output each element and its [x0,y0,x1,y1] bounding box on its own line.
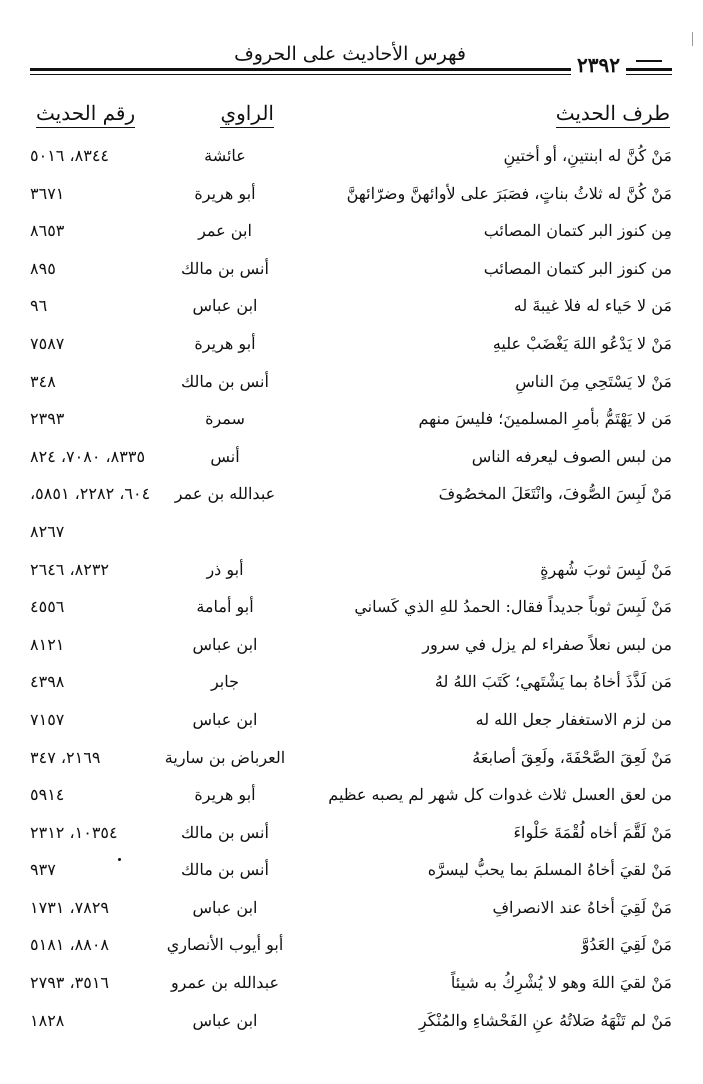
hadith-text: مَن لا حَياء له فلا غيبةَ له [513,296,672,316]
hadith-number: ٩٣٧ [30,860,56,880]
hadith-text: مَنْ لم تَنْهَهُ صَلاتُهُ عنِ الفَحْشاءِ والمُنْكَرِ [418,1010,672,1030]
narrator: سمرة [205,409,245,429]
hadith-text: مَنْ لا يَسْتَحِي مِنَ الناسِ [515,371,672,391]
hadith-text: من كنوز البر كتمان المصائب [483,258,672,278]
hadith-text: مَنْ كُنَّ له ابنتينِ، أو أختينِ [503,146,672,165]
narrator: عبدالله بن عمرو [170,973,280,993]
table-row [30,852,672,890]
hadith-number: ٨٩٥ [30,258,56,278]
margin-mark [692,32,693,46]
hadith-number: ٩٦ [30,296,48,316]
table-row [30,552,672,590]
table-row [30,326,672,364]
page-number-dash [636,60,662,62]
table-row [30,927,672,965]
narrator: أنس بن مالك [181,258,269,278]
table-row [30,965,672,1003]
table-row [30,777,672,815]
header-narrator: الراوي [220,100,274,128]
hadith-text: مَنْ لَقِيَ العَدُوَّ [581,935,672,955]
table-row [30,815,672,853]
narrator: ابن عباس [192,1010,258,1030]
table-row [30,401,672,439]
table-row [30,702,672,740]
narrator: أبو هريرة [194,333,256,353]
hadith-number: ٨٢٣٢، ٢٦٤٦ [30,559,109,579]
hadith-number: ٨٣٣٥، ٧٠٨٠، ٨٢٤ [30,446,146,466]
hadith-number: ٤٣٩٨ [30,672,65,692]
table-row [30,288,672,326]
narrator: جابر [210,672,240,692]
table-row [30,740,672,778]
narrator: أبو هريرة [194,183,256,203]
header-number: رقم الحديث [36,100,135,128]
hadith-number: ٨٨٠٨، ٥١٨١ [30,935,109,955]
hadith-number: ٣٦٧١ [30,183,65,203]
table-row [30,138,672,176]
hadith-text: مَن لا يَهْتَمُّ بأمرِ المسلمينَ؛ فليسَ منهم [418,409,672,429]
hadith-number: ١٠٣٥٤، ٢٣١٢ [30,822,118,842]
hadith-number: ٧١٥٧ [30,709,65,729]
narrator: أبو هريرة [194,785,256,805]
hadith-number: ٧٨٢٩، ١٧٣١ [30,897,109,917]
hadith-text: مَنْ لَعِقَ الصَّحْفَةَ، ولَعِقَ أصابعَهُ [472,747,672,767]
hadith-number: ٣٥١٦، ٢٧٩٣ [30,973,109,993]
hadith-text: مَن لَذَّذَ أخاهُ بما يَشْتَهي؛ كَتَبَ اللهُ لهُ [434,672,672,692]
hadith-number: ٤٥٥٦ [30,597,65,617]
narrator: ابن عباس [192,634,258,654]
hadith-number: ٨٣٤٤، ٥٠١٦ [30,146,109,165]
narrator: أبو أمامة [196,597,254,617]
table-row [30,1003,672,1041]
stray-dot [118,858,121,861]
narrator: عائشة [204,146,246,165]
hadith-number: ٥٩١٤ [30,785,65,805]
table-row [30,251,672,289]
narrator: ابن عباس [192,296,258,316]
hadith-number: ١٨٢٨ [30,1010,65,1030]
hadith-number: ٦٠٤، ٢٢٨٢، ٥٨٥١، [30,484,151,504]
table-row [30,439,672,477]
hadith-number: ٨٢٦٧ [30,521,65,541]
hadith-text: مَنْ كُنَّ له ثلاثُ بناتٍ، فصَبَرَ على لأوائهنَّ وضرّائهنَّ [346,183,672,203]
hadith-number: ٨١٢١ [30,634,65,654]
table-row [30,476,672,514]
hadith-number: ٣٤٨ [30,371,56,391]
narrator: ابن عباس [192,709,258,729]
narrator: أنس بن مالك [181,371,269,391]
narrator: العرباض بن سارية [164,747,286,767]
hadith-text: من لزم الاستغفار جعل الله له [475,709,672,729]
narrator: ابن عمر [198,221,252,241]
hadith-number: ٢١٦٩، ٣٤٧ [30,747,101,767]
hadith-text: من لبس نعلاً صفراء لم يزل في سرور [422,634,672,654]
header-hadith: طرف الحديث [556,100,670,128]
table-row-continuation [30,514,672,552]
hadith-text: مَنْ لَبِسَ ثوبَ شُهرةٍ [540,559,672,579]
table-row [30,176,672,214]
hadith-number: ٨٦٥٣ [30,221,65,241]
narrator: أنس بن مالك [181,860,269,880]
hadith-text: مَنْ لَقَّمَ أخاه لُقْمَةَ حَلْواءَ [513,822,672,842]
table-row [30,664,672,702]
hadith-text: مَنْ لَبِسَ ثوباً جديداً فقال: الحمدُ للهِ الذي كَساني [354,597,672,617]
hadith-text: مَنْ لقيَ أخاهُ المسلمَ بما يحبُّ ليسرَّه [427,860,672,880]
hadith-number: ٢٣٩٣ [30,409,65,429]
running-head [30,42,672,82]
narrator: أبو ذر [206,559,244,579]
hadith-text: من لعق العسل ثلاث غدوات كل شهر لم يصبه عظيم [328,785,672,805]
table-row [30,364,672,402]
column-headers [30,100,672,130]
hadith-text: من لبس الصوف ليعرفه الناس [471,446,672,466]
hadith-number: ٧٥٨٧ [30,333,65,353]
narrator: أنس بن مالك [181,822,269,842]
narrator: عبدالله بن عمر [174,484,276,504]
table-row [30,213,672,251]
table-row [30,627,672,665]
table-row [30,890,672,928]
narrator: أبو أيوب الأنصاري [166,935,284,955]
narrator: ابن عباس [192,897,258,917]
page-number: ٢٣٩٢ [571,54,626,76]
hadith-text: مَنْ لا يَدْعُو اللهَ يَغْضَبْ عليهِ [492,333,672,353]
hadith-text: مَنْ لقيَ اللهَ وهو لا يُشْرِكُ به شيئاً [450,973,672,993]
hadith-text: مِن كنوز البر كتمان المصائب [483,221,672,241]
running-title: فهرس الأحاديث على الحروف [234,43,466,65]
hadith-index-list [30,138,672,1040]
hadith-text: مَنْ لَبِسَ الصُّوفَ، وانْتَعَلَ المخصُوفَ [438,484,672,504]
table-row [30,589,672,627]
hadith-text: مَنْ لَقِيَ أخاهُ عند الانصرافِ [492,897,672,917]
narrator: أنس [210,446,240,466]
